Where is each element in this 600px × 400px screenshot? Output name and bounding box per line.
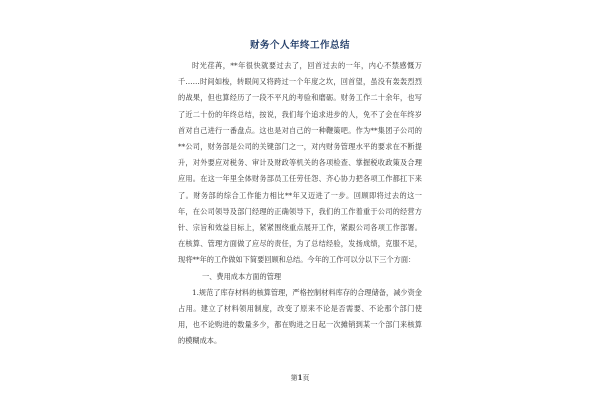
paragraph-item-1: 1.规范了库存材料的核算管理，严格控制材料库存的合理储备，减少资金占用。建立了材料领用制度，改变了原来不论是否需要、不论那个部门使用，也不论购进的数量多少，都在购进之日起一次摊销到某一个部门来核算的模糊成本。 [178, 287, 422, 346]
document-title: 财务个人年终工作总结 [249, 40, 350, 51]
page-number: 1 [297, 373, 303, 382]
section-heading: 一、费用成本方面的管理 [202, 271, 282, 281]
page-suffix: 页 [302, 374, 310, 382]
page-footer [0, 373, 600, 383]
document-body [178, 58, 422, 350]
paragraph-intro: 时光荏苒，**年很快就要过去了，回首过去的一年，内心不禁感慨万千……时间如梭，转眼间又将跨过一个年度之坎，回首望，虽没有轰轰烈烈的战果，但也算经历了一段不平凡的考验和磨砺。财务工作二十余年，也写了近二十份的年终总结，按说，我们每个追求进步的人，免不了会在年终岁首对自己进行一番盘点。这也是对自己的一种鞭策吧。作为**集团子公司的**公司，财务部是公司的关键部门之一，对内财务管理水平的要求在不断提升，对外要应对税务、审计及财政等机关的各项检查、掌握税收政策及合理应用。在这一年里全体财务部员工任劳任怨、齐心协力把各项工作都扛下来了。财务部的综合工作能力相比**年又迈进了一步。回顾即将过去的这一年，在公司领导及部门经理的正确领导下，我们的工作着重于公司的经营方针、宗旨和效益目标上，紧紧围绕重点展开工作，紧跟公司各项工作部署。在核算、管理方面做了应尽的责任，为了总结经验，发扬成绩，克服不足，现将**年的工作做如下简要回顾和总结。今年的工作可以分以下三个方面： [178, 61, 422, 265]
page-prefix: 第 [290, 374, 298, 382]
